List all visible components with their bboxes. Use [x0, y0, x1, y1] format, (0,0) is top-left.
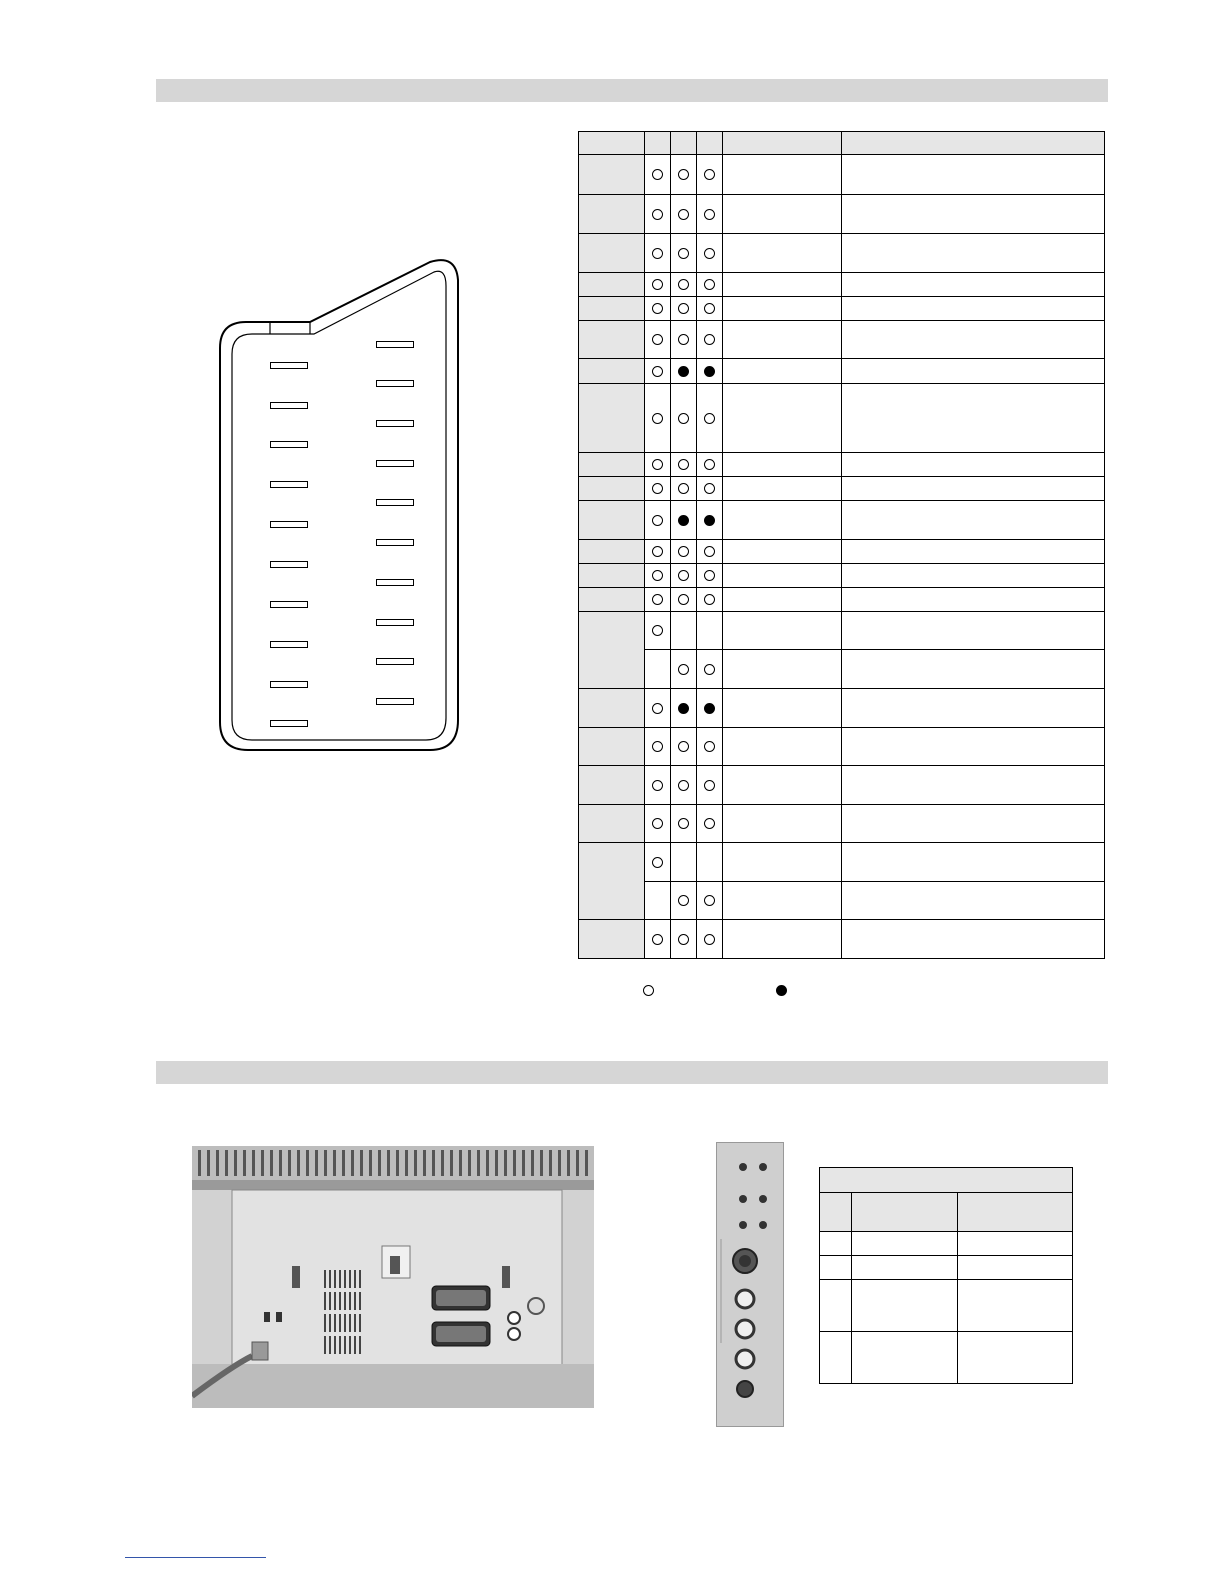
open-circle-icon	[652, 625, 663, 636]
side-table-cell	[958, 1232, 1073, 1256]
pin-number-cell	[579, 728, 645, 766]
signal-name-cell	[723, 540, 842, 564]
table-row	[820, 1280, 1073, 1332]
open-circle-icon	[678, 303, 689, 314]
signal-description-cell	[842, 588, 1105, 612]
signal-mode-cell	[697, 588, 723, 612]
pin-number-cell	[579, 843, 645, 920]
signal-description-cell	[842, 297, 1105, 321]
signal-description-cell	[842, 501, 1105, 540]
open-circle-icon	[652, 703, 663, 714]
signal-mode-cell	[671, 588, 697, 612]
signal-name-cell	[723, 805, 842, 843]
signal-name-cell	[723, 920, 842, 959]
signal-mode-cell	[697, 728, 723, 766]
signal-description-cell	[842, 564, 1105, 588]
signal-name-cell	[723, 273, 842, 297]
pin-slot	[376, 460, 414, 467]
header-cell	[645, 132, 671, 155]
table-row	[579, 453, 1105, 477]
signal-mode-cell	[645, 321, 671, 359]
table-row	[579, 650, 1105, 689]
table-row	[579, 882, 1105, 920]
pin-slot	[270, 362, 308, 369]
pin-slot	[270, 521, 308, 528]
side-table-header-cell	[852, 1193, 958, 1232]
open-circle-icon	[704, 334, 715, 345]
pin-number-cell	[579, 588, 645, 612]
signal-name-cell	[723, 588, 842, 612]
signal-mode-cell	[697, 564, 723, 588]
open-circle-icon	[652, 570, 663, 581]
signal-mode-cell	[671, 650, 697, 689]
open-circle-icon	[652, 546, 663, 557]
pin-number-cell	[579, 297, 645, 321]
open-circle-icon	[704, 413, 715, 424]
tv-rear-photo	[192, 1146, 594, 1408]
signal-name-cell	[723, 728, 842, 766]
open-circle-icon	[704, 546, 715, 557]
table-row	[579, 689, 1105, 728]
signal-mode-cell	[671, 384, 697, 453]
signal-name-cell	[723, 297, 842, 321]
scart-pin-table	[578, 131, 1105, 959]
table-row	[579, 564, 1105, 588]
signal-mode-cell	[671, 920, 697, 959]
filled-circle-icon	[704, 366, 715, 377]
signal-name-cell	[723, 195, 842, 234]
tv-rear-illustration	[192, 1146, 594, 1408]
side-table-cell	[958, 1256, 1073, 1280]
open-circle-icon	[652, 483, 663, 494]
open-circle-icon	[678, 413, 689, 424]
open-circle-icon	[704, 279, 715, 290]
signal-description-cell	[842, 805, 1105, 843]
table-row	[579, 321, 1105, 359]
signal-mode-cell	[671, 843, 697, 882]
signal-name-cell	[723, 321, 842, 359]
signal-description-cell	[842, 234, 1105, 273]
filled-circle-icon	[678, 366, 689, 377]
signal-description-cell	[842, 384, 1105, 453]
signal-mode-cell	[697, 384, 723, 453]
pin-number-cell	[579, 689, 645, 728]
table-row	[579, 843, 1105, 882]
signal-name-cell	[723, 650, 842, 689]
signal-mode-cell	[697, 766, 723, 805]
signal-mode-cell	[671, 805, 697, 843]
open-circle-icon	[652, 248, 663, 259]
signal-mode-cell	[645, 359, 671, 384]
signal-mode-cell	[645, 155, 671, 195]
side-table-header-cell	[958, 1193, 1073, 1232]
open-circle-icon	[678, 248, 689, 259]
signal-mode-cell	[697, 234, 723, 273]
signal-description-cell	[842, 650, 1105, 689]
pin-number-cell	[579, 766, 645, 805]
open-circle-icon	[652, 934, 663, 945]
pin-slot	[270, 402, 308, 409]
signal-mode-cell	[671, 766, 697, 805]
signal-mode-cell	[671, 359, 697, 384]
header-cell	[697, 132, 723, 155]
open-circle-icon	[678, 546, 689, 557]
pin-number-cell	[579, 155, 645, 195]
open-circle-icon	[652, 169, 663, 180]
open-circle-icon	[704, 483, 715, 494]
header-cell	[842, 132, 1105, 155]
open-circle-icon	[704, 209, 715, 220]
open-circle-icon	[704, 594, 715, 605]
side-av-panel-photo	[716, 1142, 784, 1427]
open-circle-icon	[652, 780, 663, 791]
signal-mode-cell	[671, 612, 697, 650]
table-row	[579, 384, 1105, 453]
table-row	[579, 805, 1105, 843]
signal-description-cell	[842, 453, 1105, 477]
pin-slot	[376, 420, 414, 427]
pin-number-cell	[579, 321, 645, 359]
signal-mode-cell	[671, 728, 697, 766]
open-circle-icon	[678, 570, 689, 581]
signal-mode-cell	[645, 689, 671, 728]
signal-mode-cell	[645, 501, 671, 540]
signal-description-cell	[842, 321, 1105, 359]
open-circle-icon	[652, 857, 663, 868]
scart-connector-diagram	[218, 258, 464, 756]
open-circle-icon	[652, 303, 663, 314]
signal-mode-cell	[671, 195, 697, 234]
table-row	[820, 1256, 1073, 1280]
rca-socket	[736, 1290, 754, 1308]
signal-mode-cell	[671, 501, 697, 540]
signal-mode-cell	[645, 612, 671, 650]
signal-mode-cell	[697, 273, 723, 297]
signal-name-cell	[723, 766, 842, 805]
signal-name-cell	[723, 234, 842, 273]
signal-name-cell	[723, 453, 842, 477]
open-circle-icon	[678, 483, 689, 494]
open-circle-icon	[704, 664, 715, 675]
pin-slot	[376, 341, 414, 348]
section-heading-bar-connections	[156, 1061, 1108, 1084]
side-table-cell	[852, 1256, 958, 1280]
signal-name-cell	[723, 359, 842, 384]
section-heading-bar-scart	[156, 79, 1108, 102]
headphone-socket	[737, 1381, 753, 1397]
signal-mode-cell	[697, 920, 723, 959]
signal-mode-cell	[671, 540, 697, 564]
pin-number-cell	[579, 805, 645, 843]
open-circle-icon	[704, 570, 715, 581]
signal-description-cell	[842, 477, 1105, 501]
side-table-cell	[852, 1332, 958, 1384]
signal-name-cell	[723, 564, 842, 588]
signal-mode-cell	[645, 728, 671, 766]
signal-mode-cell	[697, 843, 723, 882]
table-row	[579, 155, 1105, 195]
signal-mode-cell	[697, 359, 723, 384]
open-circle-icon	[678, 934, 689, 945]
pin-slot	[270, 441, 308, 448]
pin-slot	[376, 698, 414, 705]
open-circle-icon	[704, 169, 715, 180]
side-table-cell	[820, 1280, 852, 1332]
signal-description-cell	[842, 920, 1105, 959]
open-circle-icon	[678, 169, 689, 180]
pin-slot	[376, 380, 414, 387]
signal-name-cell	[723, 612, 842, 650]
open-circle-icon	[704, 780, 715, 791]
filled-circle-icon	[678, 515, 689, 526]
signal-description-cell	[842, 612, 1105, 650]
open-circle-icon	[643, 985, 654, 996]
pin-number-cell	[579, 920, 645, 959]
pin-number-cell	[579, 477, 645, 501]
table-row	[579, 588, 1105, 612]
signal-description-cell	[842, 195, 1105, 234]
pin-number-cell	[579, 234, 645, 273]
pin-slot	[270, 641, 308, 648]
signal-mode-cell	[645, 234, 671, 273]
signal-mode-cell	[671, 564, 697, 588]
side-table-cell	[958, 1280, 1073, 1332]
table-row	[579, 359, 1105, 384]
header-cell	[579, 132, 645, 155]
table-row	[579, 766, 1105, 805]
signal-mode-cell	[645, 843, 671, 882]
pin-slot	[376, 499, 414, 506]
filled-circle-icon	[704, 703, 715, 714]
signal-name-cell	[723, 689, 842, 728]
signal-description-cell	[842, 540, 1105, 564]
pin-number-cell	[579, 384, 645, 453]
signal-mode-cell	[697, 689, 723, 728]
signal-mode-cell	[671, 321, 697, 359]
side-table-title	[820, 1168, 1073, 1193]
signal-mode-cell	[697, 477, 723, 501]
open-circle-icon	[704, 934, 715, 945]
signal-mode-cell	[645, 195, 671, 234]
signal-name-cell	[723, 882, 842, 920]
side-table-header-cell	[820, 1193, 852, 1232]
pin-number-cell	[579, 273, 645, 297]
pin-number-cell	[579, 501, 645, 540]
signal-mode-cell	[697, 501, 723, 540]
open-circle-icon	[678, 279, 689, 290]
pin-slot	[376, 539, 414, 546]
open-circle-icon	[652, 279, 663, 290]
side-table-cell	[852, 1280, 958, 1332]
signal-mode-cell	[671, 234, 697, 273]
footer-link-underline	[125, 1557, 266, 1558]
table-row	[820, 1232, 1073, 1256]
signal-mode-cell	[645, 453, 671, 477]
side-table-cell	[958, 1332, 1073, 1384]
signal-name-cell	[723, 477, 842, 501]
open-circle-icon	[678, 895, 689, 906]
signal-mode-cell	[697, 155, 723, 195]
open-circle-icon	[704, 459, 715, 470]
table-row	[820, 1332, 1073, 1384]
open-circle-icon	[678, 741, 689, 752]
table-row	[579, 920, 1105, 959]
signal-mode-cell	[671, 882, 697, 920]
signal-mode-cell	[645, 650, 671, 689]
pin-slot	[270, 601, 308, 608]
open-circle-icon	[704, 248, 715, 259]
pin-number-cell	[579, 612, 645, 689]
signal-mode-cell	[697, 195, 723, 234]
table-row	[579, 234, 1105, 273]
pin-slot	[270, 681, 308, 688]
header-cell	[671, 132, 697, 155]
side-connection-table	[819, 1167, 1073, 1384]
signal-mode-cell	[671, 297, 697, 321]
open-circle-icon	[652, 209, 663, 220]
signal-mode-cell	[697, 882, 723, 920]
open-circle-icon	[704, 895, 715, 906]
table-row	[579, 195, 1105, 234]
side-panel-illustration	[717, 1143, 783, 1426]
side-table-cell	[820, 1256, 852, 1280]
signal-description-cell	[842, 728, 1105, 766]
open-circle-icon	[704, 303, 715, 314]
pin-slot	[270, 561, 308, 568]
filled-circle-icon	[776, 985, 787, 996]
rca-socket	[736, 1320, 754, 1338]
signal-mode-cell	[645, 540, 671, 564]
pin-number-cell	[579, 564, 645, 588]
signal-mode-cell	[645, 882, 671, 920]
open-circle-icon	[704, 818, 715, 829]
signal-mode-cell	[697, 540, 723, 564]
open-circle-icon	[678, 780, 689, 791]
table-row	[579, 612, 1105, 650]
signal-mode-cell	[697, 453, 723, 477]
open-circle-icon	[678, 459, 689, 470]
table-row	[579, 273, 1105, 297]
signal-name-cell	[723, 501, 842, 540]
open-circle-icon	[652, 818, 663, 829]
signal-mode-cell	[645, 805, 671, 843]
open-circle-icon	[652, 741, 663, 752]
signal-description-cell	[842, 155, 1105, 195]
signal-mode-cell	[671, 477, 697, 501]
pin-slot	[376, 658, 414, 665]
signal-mode-cell	[645, 273, 671, 297]
signal-mode-cell	[645, 766, 671, 805]
table-row	[579, 297, 1105, 321]
table-header-row	[579, 132, 1105, 155]
pin-slot	[270, 481, 308, 488]
open-circle-icon	[652, 413, 663, 424]
pin-slot	[376, 579, 414, 586]
table-row	[579, 728, 1105, 766]
table-row	[579, 477, 1105, 501]
signal-mode-cell	[671, 689, 697, 728]
signal-name-cell	[723, 155, 842, 195]
pin-number-cell	[579, 453, 645, 477]
open-circle-icon	[652, 334, 663, 345]
signal-mode-cell	[697, 805, 723, 843]
signal-mode-cell	[645, 477, 671, 501]
pin-number-cell	[579, 195, 645, 234]
signal-description-cell	[842, 882, 1105, 920]
open-circle-icon	[678, 818, 689, 829]
signal-description-cell	[842, 359, 1105, 384]
signal-mode-cell	[697, 297, 723, 321]
signal-mode-cell	[697, 612, 723, 650]
pin-slot	[270, 720, 308, 727]
table-row	[579, 501, 1105, 540]
signal-description-cell	[842, 689, 1105, 728]
open-circle-icon	[678, 334, 689, 345]
signal-mode-cell	[671, 453, 697, 477]
open-circle-icon	[678, 594, 689, 605]
open-circle-icon	[678, 209, 689, 220]
side-table-cell	[820, 1332, 852, 1384]
signal-mode-cell	[671, 155, 697, 195]
signal-mode-cell	[645, 297, 671, 321]
table-row	[579, 540, 1105, 564]
open-circle-icon	[678, 664, 689, 675]
signal-name-cell	[723, 384, 842, 453]
side-table-cell	[820, 1232, 852, 1256]
signal-mode-cell	[645, 564, 671, 588]
signal-name-cell	[723, 843, 842, 882]
side-table-cell	[852, 1232, 958, 1256]
open-circle-icon	[652, 459, 663, 470]
open-circle-icon	[652, 515, 663, 526]
open-circle-icon	[652, 594, 663, 605]
open-circle-icon	[704, 741, 715, 752]
signal-description-cell	[842, 766, 1105, 805]
signal-mode-cell	[645, 588, 671, 612]
signal-description-cell	[842, 273, 1105, 297]
pin-number-cell	[579, 359, 645, 384]
rca-socket	[736, 1350, 754, 1368]
header-cell	[723, 132, 842, 155]
signal-mode-cell	[697, 321, 723, 359]
signal-description-cell	[842, 843, 1105, 882]
filled-circle-icon	[704, 515, 715, 526]
pin-number-cell	[579, 540, 645, 564]
pin-slot	[376, 619, 414, 626]
filled-circle-icon	[678, 703, 689, 714]
signal-mode-cell	[697, 650, 723, 689]
open-circle-icon	[652, 366, 663, 377]
signal-mode-cell	[671, 273, 697, 297]
signal-mode-cell	[645, 920, 671, 959]
signal-mode-cell	[645, 384, 671, 453]
